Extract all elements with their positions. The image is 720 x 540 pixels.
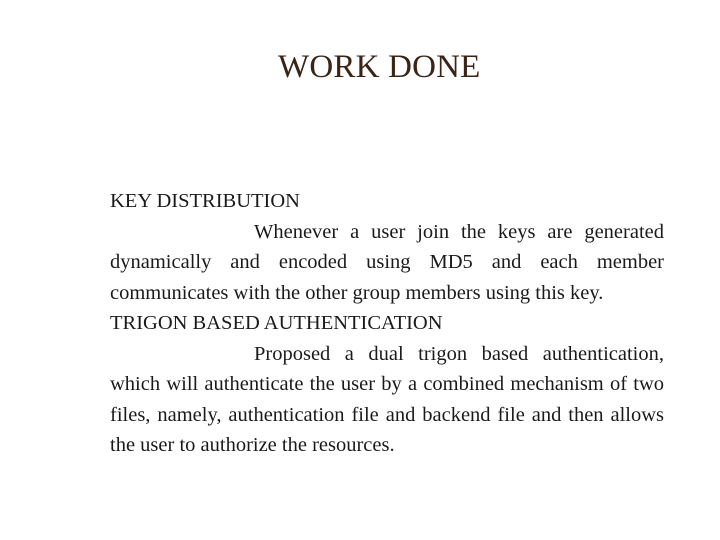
section-body-trigon-authentication: Proposed a dual trigon based authentication, which will authenticate the user by a combined mechanism of two files, namely, authentication file and backend file and then allows the user to authorize the resources.: [110, 342, 664, 456]
slide-content: [110, 186, 664, 461]
section-heading-trigon-authentication: TRIGON BASED AUTHENTICATION: [110, 312, 443, 334]
slide-title: WORK DONE: [278, 49, 481, 85]
section-heading-key-distribution: KEY DISTRIBUTION: [110, 190, 300, 212]
section-body-key-distribution: Whenever a user join the keys are generated dynamically and encoded using MD5 and each member communicates with the other group members using this key.: [110, 220, 664, 304]
